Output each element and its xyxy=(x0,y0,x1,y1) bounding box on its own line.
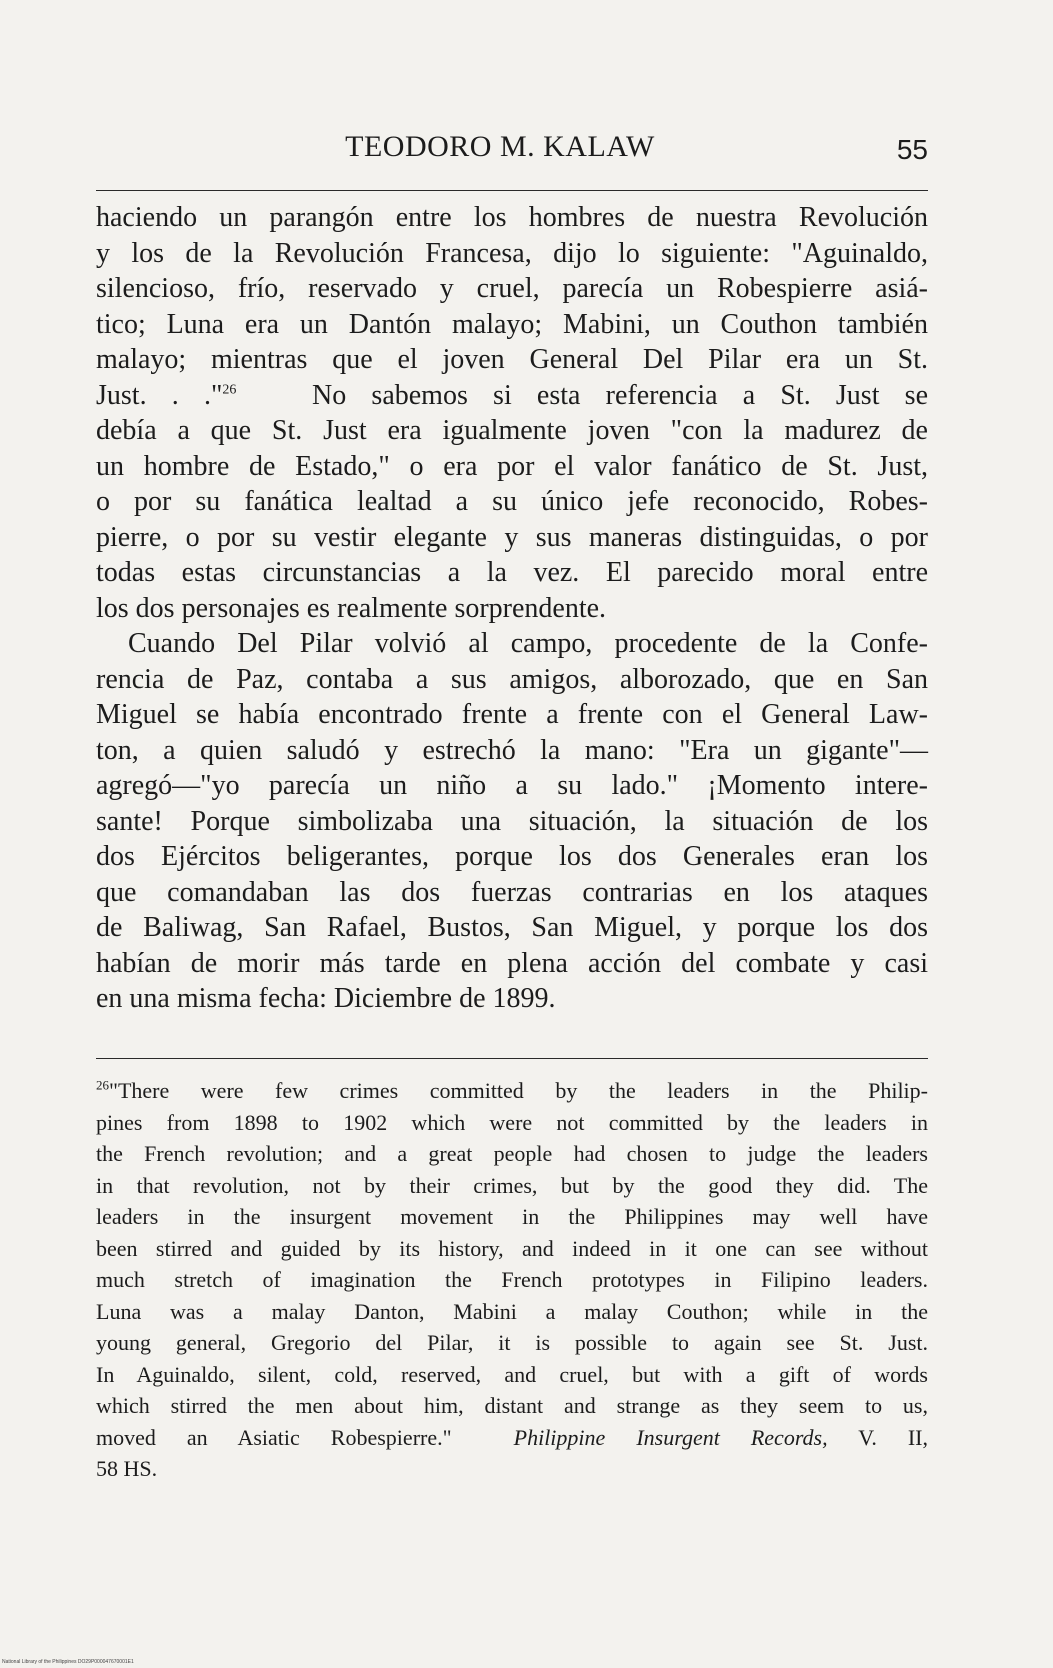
body-line: los dos personajes es realmente sorprendente. xyxy=(96,592,607,624)
body-line: Miguel se había encontrado frente a frente con el General Law- xyxy=(96,699,928,730)
body-text xyxy=(96,200,928,1017)
body-line: haciendo un parangón entre los hombres de nuestra Revolución xyxy=(96,202,928,233)
body-line: agregó—"yo parecía un niño a su lado." ¡Momento intere- xyxy=(96,770,928,801)
body-line: y los de la Revolución Francesa, dijo lo siguiente: "Aguinaldo, xyxy=(96,237,928,269)
footnote-line: which stirred the men about him, distant and strange as they seem to us, xyxy=(96,1393,928,1418)
body-line: pierre, o por su vestir elegante y sus maneras distinguidas, o por xyxy=(96,521,928,553)
footnote-line: young general, Gregorio del Pilar, it is possible to again see St. Just. xyxy=(96,1330,928,1355)
body-line: de Baliwag, San Rafael, Bustos, San Miguel, y porque los dos xyxy=(96,912,928,943)
footnote-quote-end: moved an Asiatic Robespierre." xyxy=(96,1424,452,1450)
footnote-line: Luna was a malay Danton, Mabini a malay Couthon; while in the xyxy=(96,1298,928,1324)
body-line: habían de morir más tarde en plena acción del combate y casi xyxy=(96,947,928,979)
page-number: 55 xyxy=(896,134,928,165)
footnote-rule xyxy=(96,1058,928,1059)
footnote-line: pines from 1898 to 1902 which were not committed by the leaders in xyxy=(96,1109,928,1135)
header-rule xyxy=(96,190,928,191)
footnote-line: In Aguinaldo, silent, cold, reserved, and cruel, but with a gift of words xyxy=(96,1361,928,1387)
footnote-reference: 26 xyxy=(222,382,237,398)
body-line: silencioso, frío, reservado y cruel, parecía un Robespierre asiá- xyxy=(96,273,928,304)
body-line: que comandaban las dos fuerzas contrarias en los ataques xyxy=(96,876,928,908)
body-line: Cuando Del Pilar volvió al campo, procedente de la Confe- xyxy=(128,628,928,659)
page-header xyxy=(96,130,928,180)
footnote-line: in that revolution, not by their crimes, but by the good they did. The xyxy=(96,1172,928,1198)
running-head: TEODORO M. KALAW xyxy=(345,130,655,163)
footnote xyxy=(96,1075,928,1485)
body-line-end: No sabemos si esta referencia a St. Just se xyxy=(312,379,928,411)
citation-title: Philippine Insurgent Records, xyxy=(513,1424,828,1450)
footnote-line-citation xyxy=(96,1422,928,1454)
body-line: rencia de Paz, contaba a sus amigos, alborozado, que en San xyxy=(96,663,928,695)
footnote-line: 58 HS. xyxy=(96,1456,158,1481)
body-line: ton, a quien saludó y estrechó la mano: "Era un gigante"— xyxy=(96,734,928,766)
footnote-line-first xyxy=(96,1075,928,1107)
footnote-line: been stirred and guided by its history, and indeed in it one can see without xyxy=(96,1235,928,1261)
footnote-line-text: "There were few crimes committed by the leaders in the Philip- xyxy=(109,1078,928,1103)
citation-volume: V. II, xyxy=(858,1424,928,1450)
body-line: todas estas circunstancias a la vez. El parecido moral entre xyxy=(96,557,928,588)
body-line: o por su fanática lealtad a su único jefe reconocido, Robes- xyxy=(96,486,928,517)
footnote-line: the French revolution; and a great people had chosen to judge the leaders xyxy=(96,1141,928,1166)
body-line: debía a que St. Just era igualmente joven "con la madurez de xyxy=(96,415,928,446)
body-line: un hombre de Estado," o era por el valor fanático de St. Just, xyxy=(96,450,928,482)
body-line-with-footnote-ref xyxy=(96,378,928,414)
body-line: en una misma fecha: Diciembre de 1899. xyxy=(96,983,556,1014)
body-line: malayo; mientras que el joven General Del Pilar era un St. xyxy=(96,344,928,375)
body-line: dos Ejércitos beligerantes, porque los dos Generales eran los xyxy=(96,841,928,872)
footnote-line: much stretch of imagination the French prototypes in Filipino leaders. xyxy=(96,1267,928,1292)
body-line: tico; Luna era un Dantón malayo; Mabini, un Couthon también xyxy=(96,308,928,340)
library-stamp: National Library of the Philippines DO29P000047670001E1 xyxy=(2,1659,134,1665)
body-line-start: Just. . ." xyxy=(96,379,223,411)
body-line: sante! Porque simbolizaba una situación, la situación de los xyxy=(96,805,928,837)
footnote-number: 26 xyxy=(96,1077,109,1093)
footnote-line: leaders in the insurgent movement in the Philippines may well have xyxy=(96,1204,928,1229)
